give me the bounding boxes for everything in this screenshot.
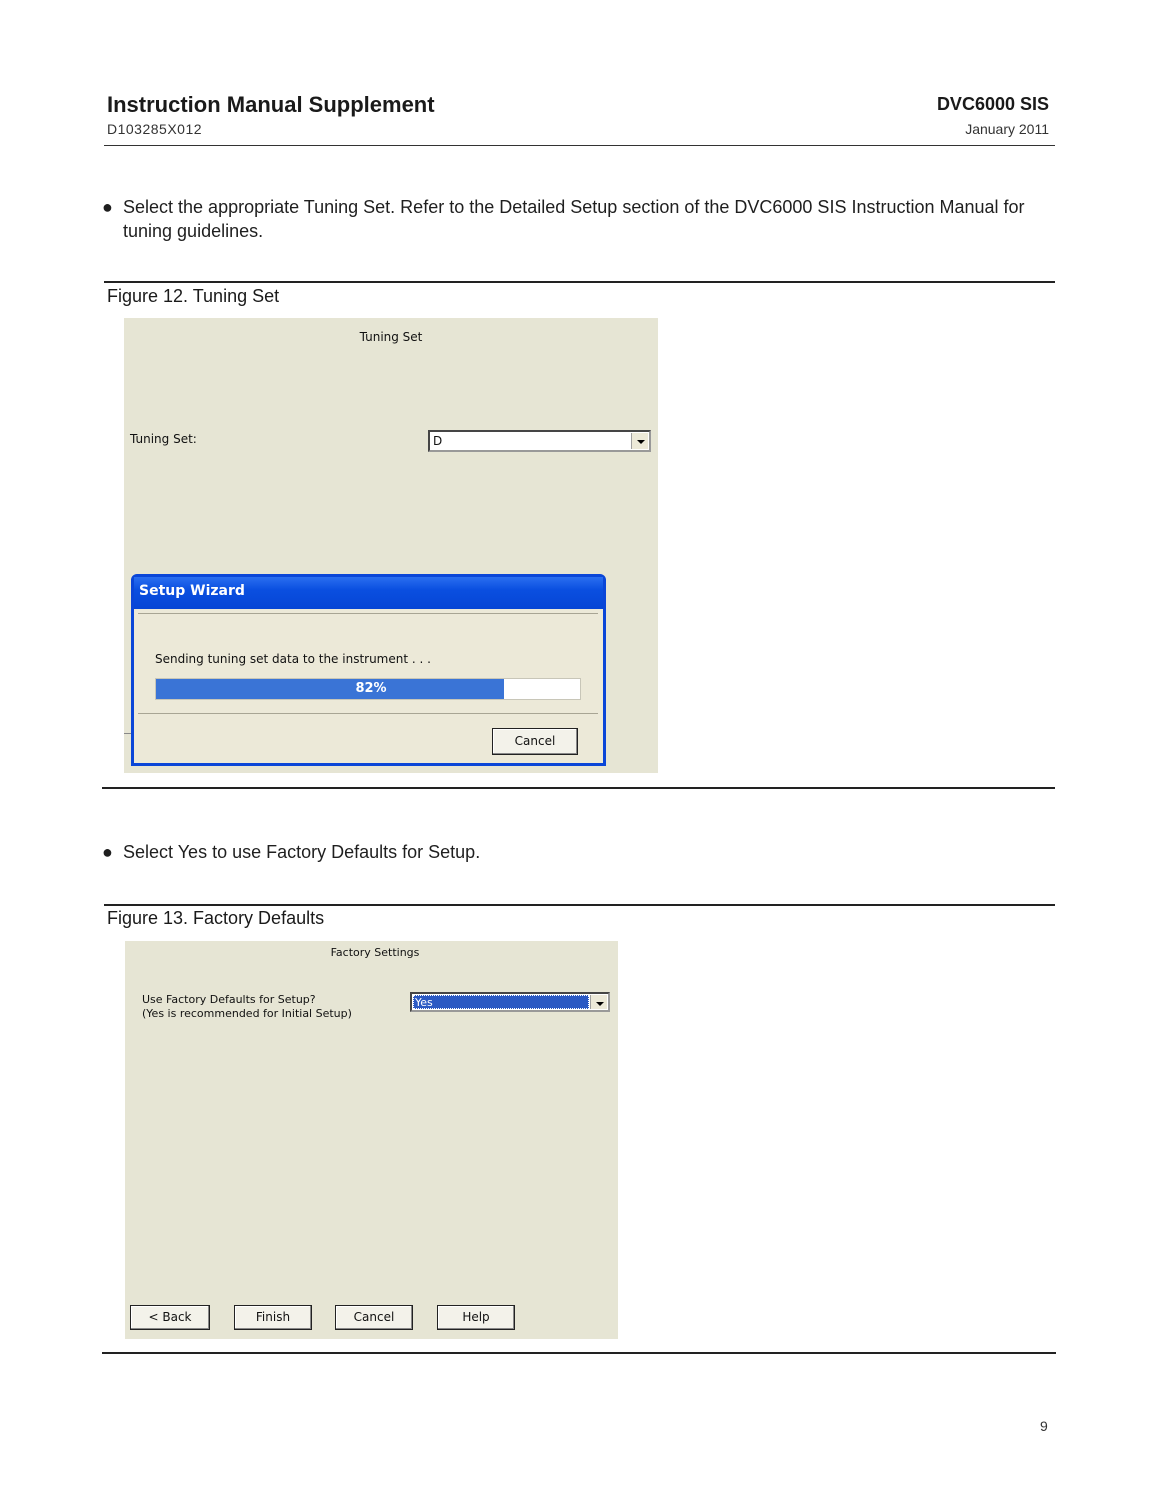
factory-defaults-value: Yes <box>415 996 433 1009</box>
chevron-down-icon[interactable] <box>590 995 607 1009</box>
wizard-top-divider <box>138 613 598 614</box>
finish-button[interactable]: Finish <box>234 1305 312 1330</box>
figure12-top-rule <box>104 281 1055 283</box>
progress-label: 82% <box>355 681 387 696</box>
bullet-factory-defaults <box>102 840 1002 864</box>
figure13-top-rule <box>104 904 1055 906</box>
bullet-tuning-line2: tuning guidelines. <box>123 221 264 241</box>
wizard-bottom-divider <box>138 713 598 714</box>
cancel-button[interactable]: Cancel <box>335 1305 413 1330</box>
wizard-cancel-button[interactable]: Cancel <box>492 728 578 755</box>
figure12-caption: Figure 12. Tuning Set <box>107 286 280 306</box>
document-number: D103285X012 <box>107 121 203 137</box>
bullet-tuning-set <box>102 195 1062 243</box>
panel-edge-line <box>124 733 131 734</box>
tuning-set-value: D <box>433 434 443 448</box>
setup-wizard-title: Setup Wizard <box>139 583 245 599</box>
progress-bar <box>155 678 581 700</box>
chevron-down-icon[interactable] <box>631 433 648 449</box>
tuning-set-panel-title: Tuning Set <box>359 330 423 344</box>
figure12-bottom-rule <box>102 787 1055 789</box>
factory-settings-panel <box>125 941 618 1339</box>
help-button[interactable]: Help <box>437 1305 515 1330</box>
page-number: 9 <box>1040 1418 1048 1434</box>
figure13-caption: Figure 13. Factory Defaults <box>107 908 325 928</box>
product-name: DVC6000 SIS <box>936 94 1049 114</box>
header-divider <box>104 145 1055 146</box>
tuning-set-dropdown[interactable] <box>428 430 651 452</box>
bullet-dot-icon: ● <box>102 842 113 862</box>
document-date: January 2011 <box>965 121 1049 137</box>
document-title: Instruction Manual Supplement <box>107 92 435 117</box>
tuning-set-panel <box>124 318 658 773</box>
bullet-factory-text: Select Yes to use Factory Defaults for Setup. <box>123 842 481 862</box>
selected-value-highlight <box>413 995 589 1009</box>
factory-settings-title: Factory Settings <box>330 946 420 959</box>
setup-wizard-titlebar <box>134 577 603 609</box>
tuning-set-label: Tuning Set: <box>130 432 197 446</box>
bullet-tuning-line1: Select the appropriate Tuning Set. Refer to the Detailed Setup section of the DVC6000 SIS Instruction Manual for <box>123 197 1025 217</box>
factory-defaults-dropdown[interactable] <box>410 992 610 1012</box>
factory-question: Use Factory Defaults for Setup? <box>142 993 316 1006</box>
figure13-bottom-rule <box>102 1352 1056 1354</box>
wizard-message: Sending tuning set data to the instrument . . . <box>155 652 431 666</box>
bullet-dot-icon: ● <box>102 197 113 217</box>
back-button[interactable]: < Back <box>130 1305 210 1330</box>
setup-wizard-dialog <box>131 574 606 766</box>
factory-hint: (Yes is recommended for Initial Setup) <box>142 1007 352 1020</box>
